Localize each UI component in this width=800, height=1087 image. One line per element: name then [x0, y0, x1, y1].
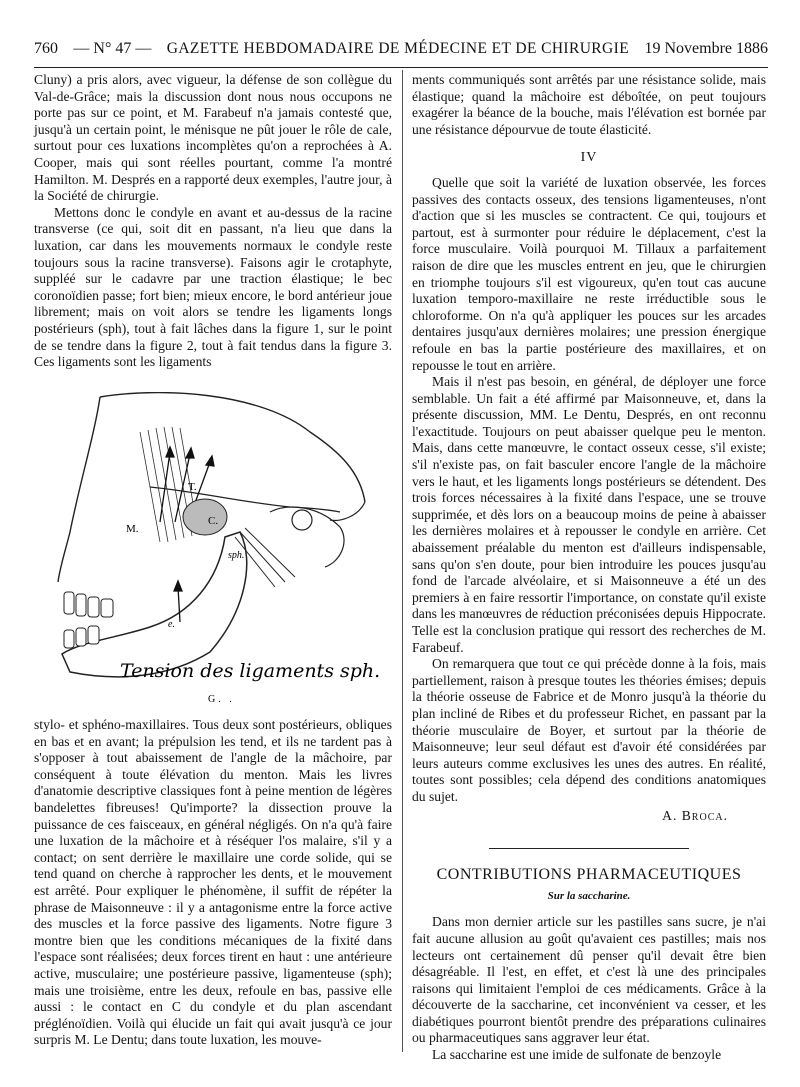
paragraph: On remarquera que tout ce qui précède donne à la fois, mais partiellement, raison à presque toutes les théories émises; depuis la théorie osseuse de Fabrice et de Monro jusqu'à la théorie du plan incliné de Ribes et du professeur Richet, en passant par la théorie musculaire de Boyer, et surtout par la théorie de Maisonneuve; leur seul défaut est d'avoir été considérées par leurs auteurs comme exclusives les unes des autres. En réalité, toutes sont possibles; cela dépend des conditions anatomiques du sujet.	[412, 656, 766, 804]
page-header	[34, 40, 768, 68]
page-number: 760	[34, 40, 58, 57]
paragraph: Cluny) a pris alors, avec vigueur, la défense de son collègue du Val-de-Grâce; mais la discussion dont nous nous occupons ne porte pas sur ce point, et M. Farabeuf n'a jamais contesté que, jusqu'à un certain point, le ménisque ne pût jouer le rôle de cale, surtout pour ces luxations incomplètes qu'on a reprochées à A. Cooper, mais qui sont réelles pourtant, comme l'a montré Hamilton. M. Després en a rapporté deux exemples, l'autre jour, à la Société de chirurgie.	[34, 72, 392, 204]
right-column	[412, 72, 766, 1064]
paragraph: Dans mon dernier article sur les pastilles sans sucre, je n'ai fait aucune allusion au goût qu'avaient ces pastilles; mais nos lecteurs ont certainement dû penser qu'il devait être bien désagréable. Il l'est, en effet, et c'est là une des principales raisons qui limitaient l'emploi de ces médicaments. Grâce à la découverte de la saccharine, cet inconvénient va cesser, et les diabétiques pourront bientôt prendre des préparations culinaires ou pharmaceutiques sans aggraver leur état.	[412, 914, 766, 1046]
label-m: M.	[126, 523, 139, 535]
left-column-top	[34, 72, 392, 371]
label-sph: sph.	[228, 550, 245, 561]
section-rule	[489, 848, 689, 849]
paragraph: Mettons donc le condyle en avant et au-dessus de la racine transverse (ce qui, soit dit en passant, n'a lieu que dans la luxation, car dans les mouvements normaux le condyle reste toujours sous la racine transverse). Faisons agir le crotaphyte, suppléé sur le cadavre par une traction élastique; le bec coronoïdien passe; fort bien; mieux encore, le bord antérieur joue librement; mais on voit alors se tendre les ligaments longs postérieurs (sph), tout à fait lâches dans la figure 1, sur le point de se tendre dans la figure 2, tout à fait tendus dans la figure 3. Ces ligaments sont les ligaments	[34, 204, 392, 370]
figure-caption: Tension des ligaments sph.	[120, 660, 381, 682]
left-column-bottom	[34, 717, 392, 1049]
column-divider	[402, 70, 403, 1052]
issue-date: 19 Novembre 1886	[644, 40, 768, 57]
teeth	[64, 592, 113, 648]
jaw-ligament-figure	[40, 392, 390, 704]
cervical-outline	[270, 507, 344, 567]
section-number: IV	[580, 150, 598, 166]
section-subtitle: Sur la saccharine.	[547, 889, 631, 902]
maxilla-outline	[58, 397, 100, 582]
figure-label: G. .	[208, 694, 235, 704]
skull-outline	[100, 393, 365, 502]
paragraph: stylo- et sphéno-maxillaires. Tous deux sont postérieurs, obliques en bas et en avant; la prépulsion les tend, et ils ne tardent pas à s'opposer à tout abaissement de l'angle de la mâchoire, par conséquent à toute élévation du menton. Mais les livres d'anatomie descriptive classiques font à peine mention de légères bandelettes fibreuses! Qu'importe? la dissection prouve la puissance de ces faisceaux, en général négligés. On n'a qu'à faire une luxation de la mâchoire et à réséquer l'os malaire, s'il y a contact; on sent derrière le maxillaire une corde solide, qui se tend quand on cherche à rapprocher les dents, et le mouvement est arrêté. Pour expliquer le phénomène, il suffit de répéter la phrase de Maisonneuve : il y a antagonisme entre la force active des muscles et la force passive des ligaments. Notre figure 3 montre bien que les conditions mécaniques de la fixité dans l'espace sont réalisées; deux forces tirent en haut : une antérieure active, musculaire; une postérieure passive, ligamenteuse (sph); mais une troisième, entre les deux, refoule en bas, passive elle aussi : le contact en C du condyle et du plan ascendant préglénoïdien. Voilà qui élucide un fait qui avait jusqu'à ce jour surpris M. Le Dentu; dans toute luxation, les mouve-	[34, 717, 392, 1048]
label-e: e.	[168, 619, 175, 630]
condyle	[183, 499, 227, 535]
ear-canal	[292, 510, 312, 530]
paragraph: ments communiqués sont arrêtés par une résistance solide, mais élastique; quand la mâchoire est déboîtée, on peut toujours exagérer la béance de la bouche, mais l'élévation est bornée par une résistance dépourvue de toute élasticité.	[412, 72, 766, 137]
section-title: CONTRIBUTIONS PHARMACEUTIQUES	[436, 866, 742, 884]
paragraph: Quelle que soit la variété de luxation observée, les forces passives des contacts osseux, des tensions ligamenteuses, n'ont d'action que si les muscles se contractent. Ce qui, toujours et partout, est à surmonter pour réduire le déplacement, c'est la force musculaire. Voilà pourquoi M. Tillaux a parfaitement raison de dire que les muscles entrent en jeu, que le chirurgien en triomphe toujours s'il est vigoureux, qu'en tout cas aucune luxation temporo-maxillaire ne reste irréductible sous le chloroforme. On n'a qu'à appliquer les pouces sur les arcades dentaires jusqu'aux dernières molaires; une pression énergique refoule en bas la partie postérieure des maxillaires, et on repousse le tout en arrière.	[412, 174, 766, 373]
paragraph: Mais il n'est pas besoin, en général, de déployer une force semblable. Un fait a été affirmé par Maisonneuve, et, dans la présente discussion, MM. Le Dentu, Després, en ont reconnu l'exactitude. Toujours on peut abaisser quelque peu le menton. Mais, dans cette manœuvre, le contact osseux cesse, s'il existe; s'il n'existe pas, on fait basculer encore l'angle de la mâchoire vers le haut, et les ligaments longs postérieurs se détendent. Des trois forces nécessaires à la fixité dans l'espace, une se trouve supprimée, et dès lors on a beaucoup moins de peine à abaisser les dernières molaires et à repousser le condyle en arrière. Cet abaissement préalable du menton est d'ailleurs indispensable, sans qu'on s'en doute, pour bien introduire les pouces jusqu'au fond de l'arcade alvéolaire, et si Maisonneuve a été un des premiers à en faire ressortir l'importance, on constate qu'il existe dans les manœuvres de réduction préconisées depuis Hippocrate. Telle est la conclusion pratique qui ressort des recherches de M. Farabeuf.	[412, 374, 766, 655]
author-signature: A. Broca.	[662, 807, 728, 823]
paragraph: La saccharine est une imide de sulfonate de benzoyle	[432, 1047, 722, 1063]
label-c: C.	[208, 515, 219, 527]
label-t: T.	[188, 481, 197, 493]
issue-number: — N° 47 —	[73, 40, 152, 57]
journal-title: GAZETTE HEBDOMADAIRE DE MÉDECINE ET DE CHIRURGIE	[166, 40, 630, 57]
